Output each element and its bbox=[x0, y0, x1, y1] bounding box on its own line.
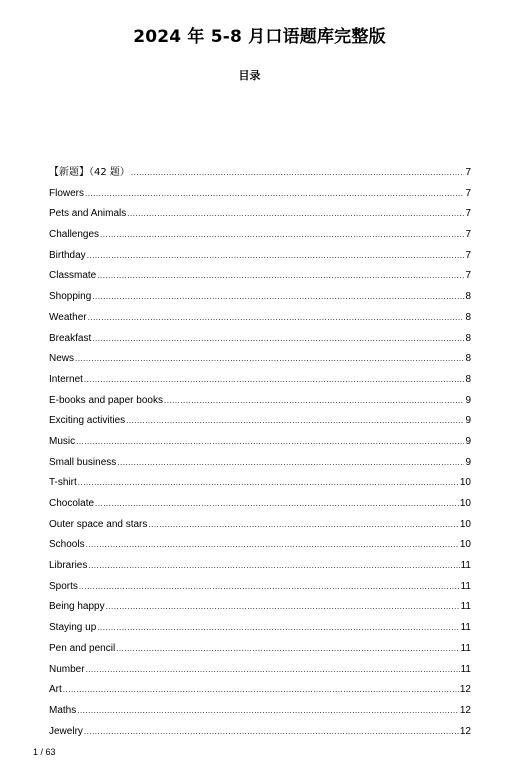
toc-dot-leader bbox=[92, 329, 464, 350]
toc-entry-label: Flowers bbox=[49, 187, 85, 199]
toc-dot-leader bbox=[76, 432, 464, 453]
toc-entry-label: Sports bbox=[49, 580, 78, 592]
document-title: 2024 年 5-8 月口语题库完整版 bbox=[133, 27, 386, 47]
page-indicator: 1 / 63 bbox=[33, 747, 56, 757]
toc-entry-label: T-shirt bbox=[49, 477, 77, 489]
toc-dot-leader bbox=[86, 535, 459, 556]
toc-entry-label: Music bbox=[49, 435, 76, 447]
toc-entry[interactable] bbox=[49, 473, 471, 494]
toc-entry-page-number: 8 bbox=[465, 353, 471, 365]
toc-entry[interactable] bbox=[49, 266, 471, 287]
toc-entry-label: Weather bbox=[49, 311, 87, 323]
toc-entry-label: Birthday bbox=[49, 249, 86, 261]
toc-entry-page-number: 12 bbox=[459, 684, 471, 696]
toc-entry[interactable] bbox=[49, 577, 471, 598]
toc-entry[interactable] bbox=[49, 701, 471, 722]
toc-entry-page-number: 7 bbox=[465, 208, 471, 220]
toc-entry[interactable] bbox=[49, 639, 471, 660]
toc-entry-page-number: 8 bbox=[465, 332, 471, 344]
toc-entry[interactable] bbox=[49, 453, 471, 474]
toc-entry-label: Staying up bbox=[49, 622, 97, 634]
toc-dot-leader bbox=[87, 246, 465, 267]
toc-entry-page-number: 7 bbox=[465, 270, 471, 282]
toc-entry-page-number: 8 bbox=[465, 311, 471, 323]
toc-entry[interactable] bbox=[49, 370, 471, 391]
toc-entry[interactable] bbox=[49, 184, 471, 205]
toc-entry[interactable] bbox=[49, 494, 471, 515]
toc-entry-page-number: 10 bbox=[459, 477, 471, 489]
toc-dot-leader bbox=[86, 660, 460, 681]
toc-dot-leader bbox=[131, 163, 465, 184]
toc-entry-label: Small business bbox=[49, 456, 117, 468]
toc-entry-label: Challenges bbox=[49, 229, 100, 241]
toc-heading: 目录 bbox=[238, 69, 261, 82]
toc-entry-page-number: 7 bbox=[465, 229, 471, 241]
toc-entry[interactable] bbox=[49, 432, 471, 453]
toc-entry[interactable] bbox=[49, 535, 471, 556]
toc-entry-page-number: 11 bbox=[460, 663, 471, 675]
toc-entry-label: News bbox=[49, 353, 75, 365]
toc-entry-page-number: 11 bbox=[460, 622, 471, 634]
toc-entry-label: Pen and pencil bbox=[49, 642, 116, 654]
toc-entry[interactable] bbox=[49, 349, 471, 370]
toc-entry-label: Exciting activities bbox=[49, 415, 126, 427]
toc-entry[interactable] bbox=[49, 680, 471, 701]
toc-entry-page-number: 8 bbox=[465, 291, 471, 303]
toc-entry[interactable] bbox=[49, 287, 471, 308]
toc-entry-page-number: 7 bbox=[465, 249, 471, 261]
toc-entry-label: Chocolate bbox=[49, 498, 95, 509]
toc-entry-page-number: 9 bbox=[465, 456, 471, 468]
toc-entry[interactable] bbox=[49, 556, 471, 577]
toc-entry[interactable] bbox=[49, 411, 471, 432]
toc-dot-leader bbox=[116, 639, 459, 660]
toc-entry-page-number: 7 bbox=[465, 167, 471, 178]
toc-entry-label: E-books and paper books bbox=[49, 394, 163, 406]
toc-entry-label: Pets and Animals bbox=[49, 208, 127, 220]
toc-entry-label: 【新题】（42 题） bbox=[49, 167, 130, 178]
toc-entry-page-number: 9 bbox=[465, 435, 471, 447]
toc-entry-label: Shopping bbox=[49, 291, 92, 303]
toc-dot-leader bbox=[75, 349, 464, 370]
toc-entry-label: Libraries bbox=[49, 560, 88, 572]
toc-dot-leader bbox=[88, 556, 459, 577]
toc-dot-leader bbox=[97, 618, 459, 639]
toc-dot-leader bbox=[85, 184, 464, 205]
toc-dot-leader bbox=[164, 391, 464, 412]
table-of-contents bbox=[49, 163, 471, 742]
toc-entry[interactable] bbox=[49, 204, 471, 225]
toc-entry[interactable] bbox=[49, 329, 471, 350]
toc-entry-page-number: 12 bbox=[459, 725, 471, 737]
toc-entry[interactable] bbox=[49, 515, 471, 536]
toc-dot-leader bbox=[117, 453, 464, 474]
toc-entry-label: Jewelry bbox=[49, 725, 83, 737]
toc-dot-leader bbox=[77, 701, 459, 722]
toc-entry[interactable] bbox=[49, 618, 471, 639]
toc-entry-page-number: 11 bbox=[460, 642, 471, 654]
toc-dot-leader bbox=[79, 577, 460, 598]
toc-entry-page-number: 10 bbox=[459, 498, 471, 509]
toc-entry-label: Number bbox=[49, 663, 85, 675]
toc-entry-page-number: 11 bbox=[460, 560, 471, 572]
toc-entry[interactable] bbox=[49, 391, 471, 412]
toc-entry[interactable] bbox=[49, 308, 471, 329]
toc-entry-label: Being happy bbox=[49, 601, 105, 613]
toc-entry-label: Maths bbox=[49, 704, 77, 716]
toc-entry[interactable] bbox=[49, 225, 471, 246]
toc-dot-leader bbox=[84, 722, 459, 743]
toc-entry-label: Classmate bbox=[49, 270, 97, 282]
toc-dot-leader bbox=[97, 266, 464, 287]
toc-dot-leader bbox=[92, 287, 464, 308]
toc-entry-label: Art bbox=[49, 684, 62, 696]
toc-entry[interactable] bbox=[49, 246, 471, 267]
toc-dot-leader bbox=[106, 597, 460, 618]
toc-entry-page-number: 12 bbox=[459, 704, 471, 716]
toc-dot-leader bbox=[126, 411, 464, 432]
toc-entry[interactable] bbox=[49, 660, 471, 681]
toc-entry[interactable] bbox=[49, 597, 471, 618]
toc-entry-label: Schools bbox=[49, 539, 85, 551]
toc-dot-leader bbox=[95, 494, 459, 515]
toc-dot-leader bbox=[63, 680, 459, 701]
toc-entry-page-number: 9 bbox=[465, 394, 471, 406]
toc-entry-page-number: 10 bbox=[459, 518, 471, 530]
toc-entry[interactable] bbox=[49, 163, 471, 184]
toc-entry-page-number: 9 bbox=[465, 415, 471, 427]
toc-dot-leader bbox=[148, 515, 458, 536]
toc-dot-leader bbox=[78, 473, 459, 494]
toc-entry-page-number: 11 bbox=[460, 601, 471, 613]
toc-entry-label: Internet bbox=[49, 373, 83, 385]
toc-entry-label: Outer space and stars bbox=[49, 518, 148, 530]
toc-dot-leader bbox=[127, 204, 464, 225]
toc-entry-page-number: 8 bbox=[465, 373, 471, 385]
toc-dot-leader bbox=[100, 225, 464, 246]
toc-entry-page-number: 10 bbox=[459, 539, 471, 551]
toc-entry[interactable] bbox=[49, 722, 471, 743]
toc-entry-page-number: 7 bbox=[465, 187, 471, 199]
toc-dot-leader bbox=[88, 308, 465, 329]
toc-entry-label: Breakfast bbox=[49, 332, 92, 344]
toc-entry-page-number: 11 bbox=[460, 580, 471, 592]
toc-dot-leader bbox=[84, 370, 465, 391]
